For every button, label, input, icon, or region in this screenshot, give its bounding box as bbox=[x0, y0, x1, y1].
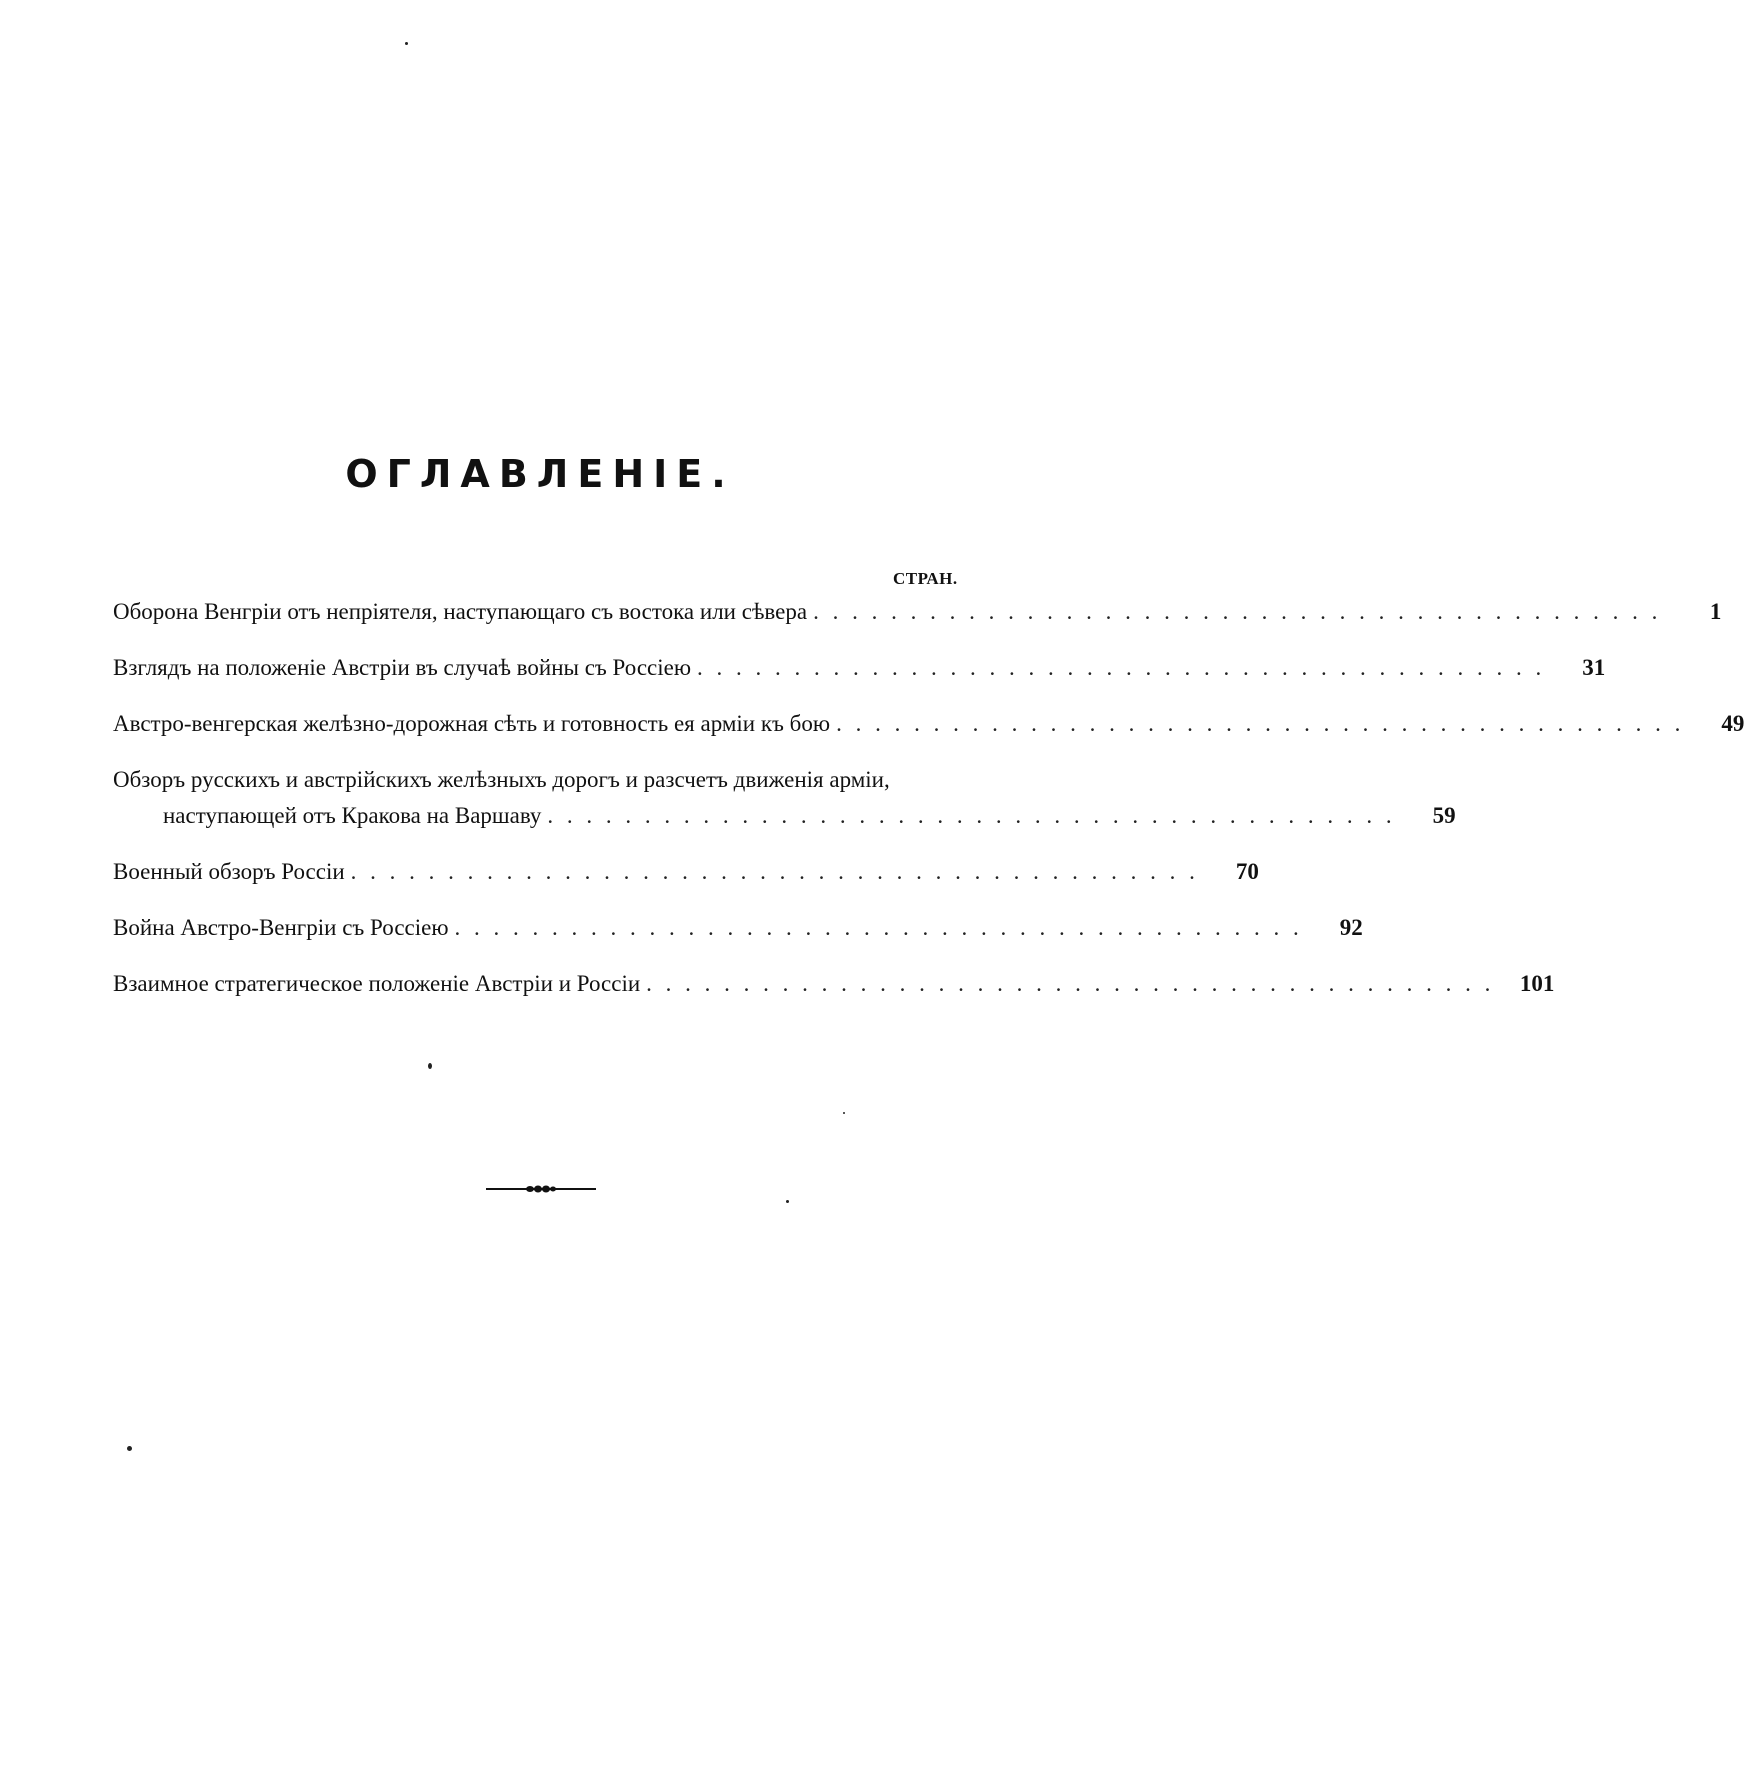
toc-entry bbox=[113, 762, 1456, 834]
toc-entry bbox=[113, 966, 1555, 1002]
dot-leader: . . . . . . . . . . . . . . . . . . . . . . . . . . . . . . . . . . . . . . . . . . . . bbox=[350, 859, 1199, 884]
table-of-contents bbox=[113, 594, 1744, 1002]
dot-leader: . . . . . . . . . . . . . . . . . . . . . . . . . . . . . . . . . . . . . . . . . . . . bbox=[836, 711, 1685, 736]
toc-entry-page: 1 bbox=[1709, 599, 1722, 624]
toc-entry-title: наступающей отъ Кракова на Варшаву bbox=[163, 803, 542, 828]
ink-speck bbox=[786, 1200, 789, 1203]
toc-entry bbox=[113, 706, 1744, 742]
toc-entry-page: 92 bbox=[1339, 915, 1363, 940]
page-title: ОГЛАВЛЕНIЕ. bbox=[345, 452, 735, 496]
toc-entry-title-line1: Обзоръ русскихъ и австрійскихъ желѣзныхъ дорогъ и разсчетъ движенія арміи, bbox=[113, 767, 890, 792]
toc-entry-title: Оборона Венгріи отъ непріятеля, наступающаго съ востока или сѣвера bbox=[113, 599, 808, 624]
toc-entry bbox=[113, 854, 1259, 890]
dot-leader: . . . . . . . . . . . . . . . . . . . . . . . . . . . . . . . . . . . . . . . . . . . . bbox=[547, 803, 1396, 828]
toc-entry-page: 49 bbox=[1721, 711, 1744, 736]
toc-entry-title: Взглядъ на положеніе Австріи въ случаѣ войны съ Россіею bbox=[113, 655, 692, 680]
dot-leader: . . . . . . . . . . . . . . . . . . . . . . . . . . . . . . . . . . . . . . . . . . . . bbox=[697, 655, 1546, 680]
toc-entry bbox=[113, 650, 1606, 686]
ink-speck bbox=[127, 1446, 132, 1451]
dot-leader: . . . . . . . . . . . . . . . . . . . . . . . . . . . . . . . . . . . . . . . . . . . . bbox=[454, 915, 1303, 940]
dot-leader: . . . . . . . . . . . . . . . . . . . . . . . . . . . . . . . . . . . . . . . . . . . . bbox=[646, 971, 1495, 996]
toc-entry-title: Австро-венгерская желѣзно-дорожная сѣть и готовность ея арміи къ бою bbox=[113, 711, 831, 736]
ink-speck bbox=[428, 1063, 432, 1069]
toc-entry-page: 59 bbox=[1432, 803, 1456, 828]
toc-entry-title: Взаимное стратегическое положеніе Австріи и Россіи bbox=[113, 971, 641, 996]
toc-entry-page: 70 bbox=[1235, 859, 1259, 884]
toc-entry-page: 31 bbox=[1582, 655, 1606, 680]
toc-entry-page: 101 bbox=[1519, 971, 1555, 996]
ink-speck bbox=[405, 42, 408, 45]
toc-entry-title: Война Австро-Венгріи съ Россіею bbox=[113, 915, 449, 940]
ink-speck bbox=[843, 1112, 845, 1114]
toc-entry bbox=[113, 910, 1363, 946]
ornament-divider bbox=[486, 1182, 596, 1196]
toc-entry-title: Военный обзоръ Россіи bbox=[113, 859, 345, 884]
dot-leader: . . . . . . . . . . . . . . . . . . . . . . . . . . . . . . . . . . . . . . . . . . . . bbox=[813, 599, 1662, 624]
page-column-label: СТРАН. bbox=[893, 569, 958, 588]
toc-entry bbox=[113, 594, 1722, 630]
